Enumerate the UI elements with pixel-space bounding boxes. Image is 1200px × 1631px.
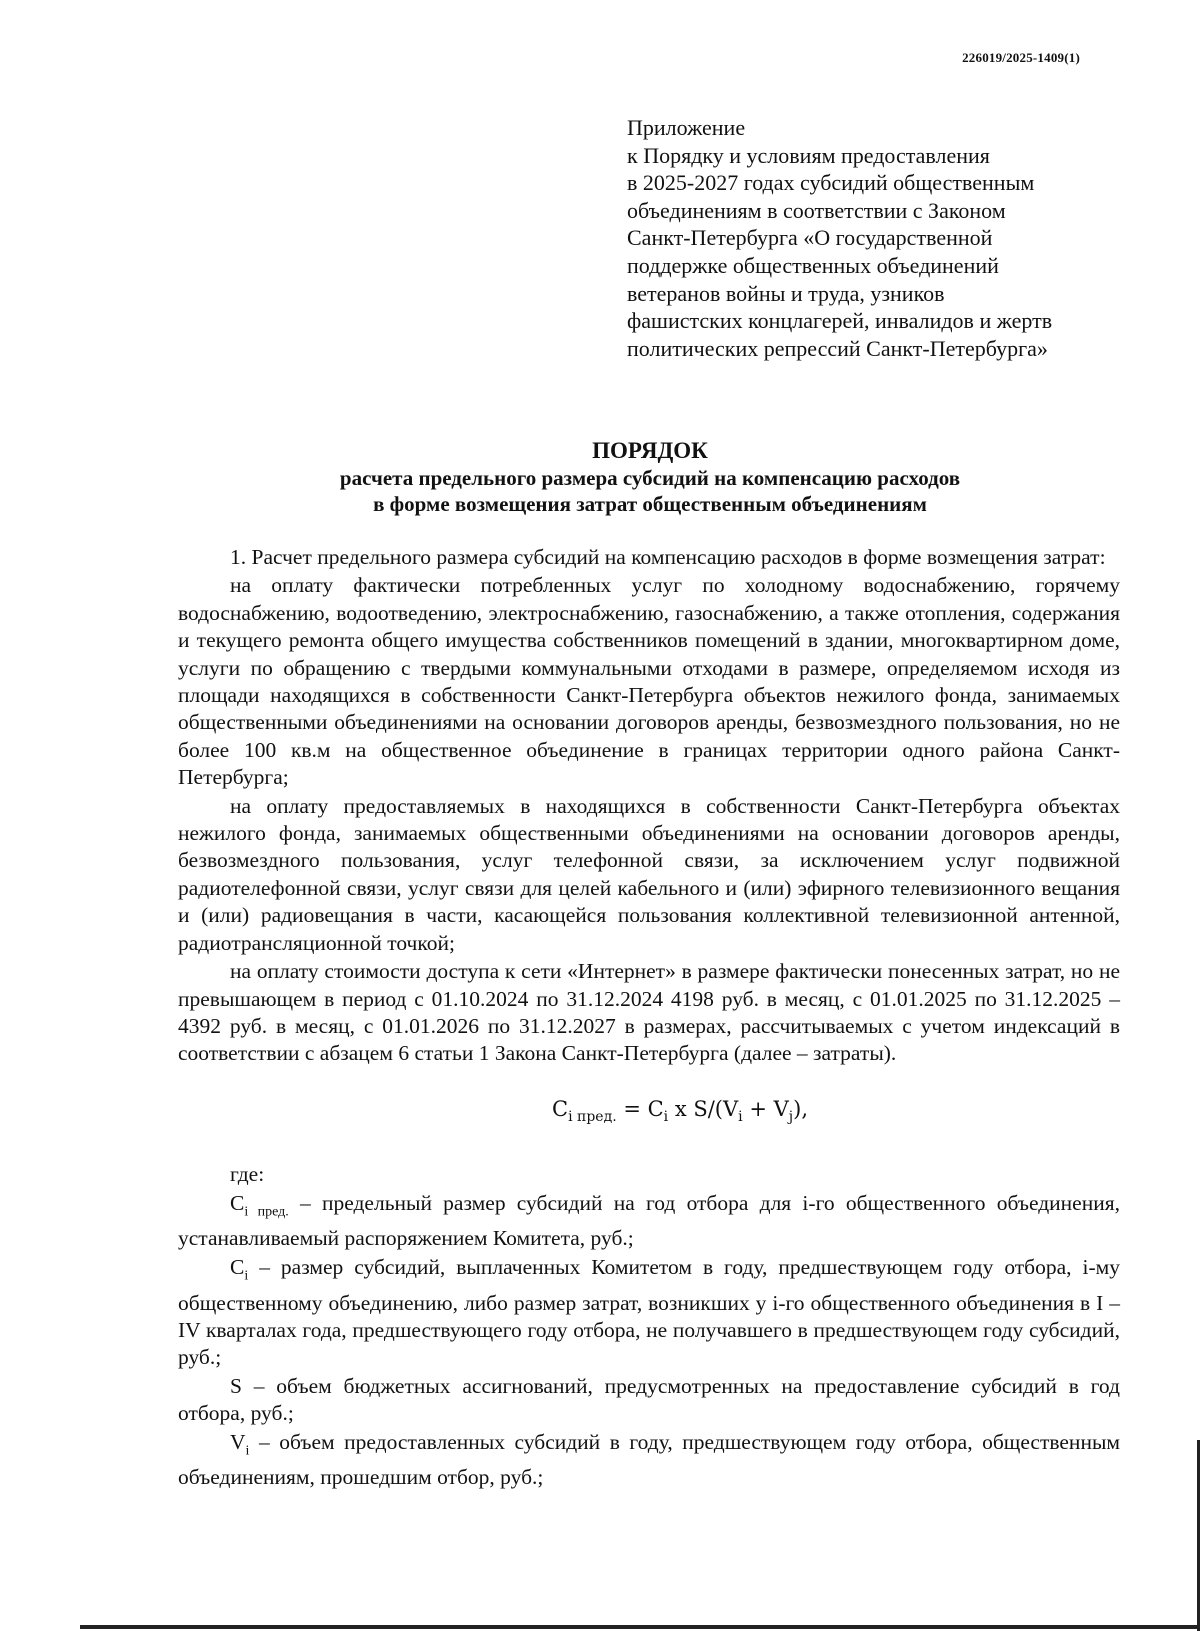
appendix-line: Приложение bbox=[627, 115, 746, 140]
appendix-header bbox=[627, 114, 1127, 362]
def-symbol-sub: i bbox=[244, 1268, 249, 1284]
appendix-line: политических репрессий Санкт-Петербурга» bbox=[627, 335, 1048, 361]
formula-end: ), bbox=[793, 1096, 808, 1121]
definition-c-pred bbox=[178, 1190, 1120, 1253]
def-symbol: V bbox=[230, 1429, 246, 1454]
def-symbol: C bbox=[230, 1254, 245, 1279]
document-title bbox=[160, 437, 1140, 517]
def-symbol-sub: i bbox=[245, 1442, 250, 1458]
formula-v1-sub: i bbox=[738, 1108, 743, 1125]
formula-v2-sub: j bbox=[788, 1108, 794, 1125]
paragraph-1: 1. Расчет предельного размера субсидий на компенсацию расходов в форме возмещения затрат: bbox=[230, 545, 1106, 569]
formula-eq: = bbox=[616, 1096, 648, 1121]
def-text: – размер субсидий, выплаченных Комитетом в году, предшествующем году отбора, i-му общественному объединению, либо размер затрат, возникших у i-го общественного объединения в I – IV кварталах года, предшествующего году отбора, не получавшего в предшествующем году субсидий, руб.; bbox=[178, 1254, 1120, 1370]
title-subtitle-line-2: в форме возмещения затрат общественным объединениям bbox=[373, 492, 927, 516]
title-subtitle-line-1: расчета предельного размера субсидий на компенсацию расходов bbox=[339, 466, 961, 490]
appendix-line: фашистских концлагерей, инвалидов и жертв bbox=[627, 308, 1053, 334]
appendix-line: Санкт-Петербурга «О государственной bbox=[627, 225, 993, 251]
appendix-line: объединениям в соответствии с Законом bbox=[627, 197, 1006, 223]
definition-s: S – объем бюджетных ассигнований, предусмотренных на предоставление субсидий в год отбора, руб.; bbox=[178, 1373, 1120, 1426]
formula-lhs: C bbox=[551, 1096, 569, 1121]
formula-c-sub: i bbox=[663, 1108, 669, 1125]
definition-c-i bbox=[178, 1254, 1120, 1372]
formula-plus: + V bbox=[742, 1096, 789, 1121]
where-label: где: bbox=[230, 1162, 265, 1187]
def-symbol-sub: i пред. bbox=[244, 1204, 289, 1220]
scan-edge-bottom bbox=[80, 1625, 1200, 1629]
document-number: 226019/2025-1409(1) bbox=[962, 50, 1080, 65]
paragraph-utilities: на оплату фактически потребленных услуг по холодному водоснабжению, горячему водоснабжению, водоотведению, электроснабжению, газоснабжению, а также отопления, содержания и текущего ремонта общего имущества собственников помещений в здании, многоквартирном доме, услуги по обращению с твердыми коммунальными отходами в размере, определяемом исходя из площади находящихся в собственности Санкт-Петербурга объектов нежилого фонда, занимаемых общественными объединениями на основании договоров аренды, безвозмездного пользования, но не более 100 кв.м на общественное объединение в границах территории одного района Санкт-Петербурга; bbox=[178, 573, 1120, 790]
appendix-line: поддержке общественных объединений bbox=[627, 252, 999, 278]
definition-v-i bbox=[178, 1429, 1120, 1492]
paragraph-internet: на оплату стоимости доступа к сети «Интернет» в размере фактически понесенных затрат, но не превышающем в период с 01.10.2024 по 31.12.2024 4198 руб. в месяц, с 01.01.2025 по 31.12.2025 – 4392 руб. в месяц, с 01.01.2026 по 31.12.2027 в размерах, рассчитываемых с учетом индексаций в соответствии с абзацем 6 статьи 1 Закона Санкт-Петербурга (далее – затраты). bbox=[178, 959, 1120, 1066]
formula-c: C bbox=[647, 1096, 664, 1121]
appendix-line: к Порядку и условиям предоставления bbox=[627, 142, 990, 168]
appendix-line: ветеранов войны и труда, узников bbox=[627, 280, 945, 306]
formula-middle: x S/(V bbox=[668, 1096, 739, 1121]
document-body bbox=[178, 544, 1120, 1493]
title-main: ПОРЯДОК bbox=[592, 438, 708, 463]
appendix-line: в 2025-2027 годах субсидий общественным bbox=[627, 170, 1035, 196]
paragraph-telephone: на оплату предоставляемых в находящихся в собственности Санкт-Петербурга объектах нежилого фонда, занимаемых общественными объединениями на основании договоров аренды, безвозмездного пользования, услуг телефонной связи, за исключением услуг подвижной радиотелефонной связи, услуг связи для целей кабельного и (или) эфирного телевизионного вещания и (или) радиовещания в части, касающейся пользования коллективной телевизионной антенной, радиотрансляционной точкой; bbox=[178, 793, 1120, 955]
def-symbol: C bbox=[230, 1190, 245, 1215]
formula bbox=[240, 1096, 1120, 1132]
def-text: – объем предоставленных субсидий в году, предшествующем году отбора, общественным объединениям, прошедшим отбор, руб.; bbox=[178, 1429, 1120, 1490]
def-text: – предельный размер субсидий на год отбора для i-го общественного объединения, устанавливаемый распоряжением Комитета, руб.; bbox=[178, 1190, 1120, 1251]
formula-lhs-sub: i пред. bbox=[568, 1108, 617, 1125]
